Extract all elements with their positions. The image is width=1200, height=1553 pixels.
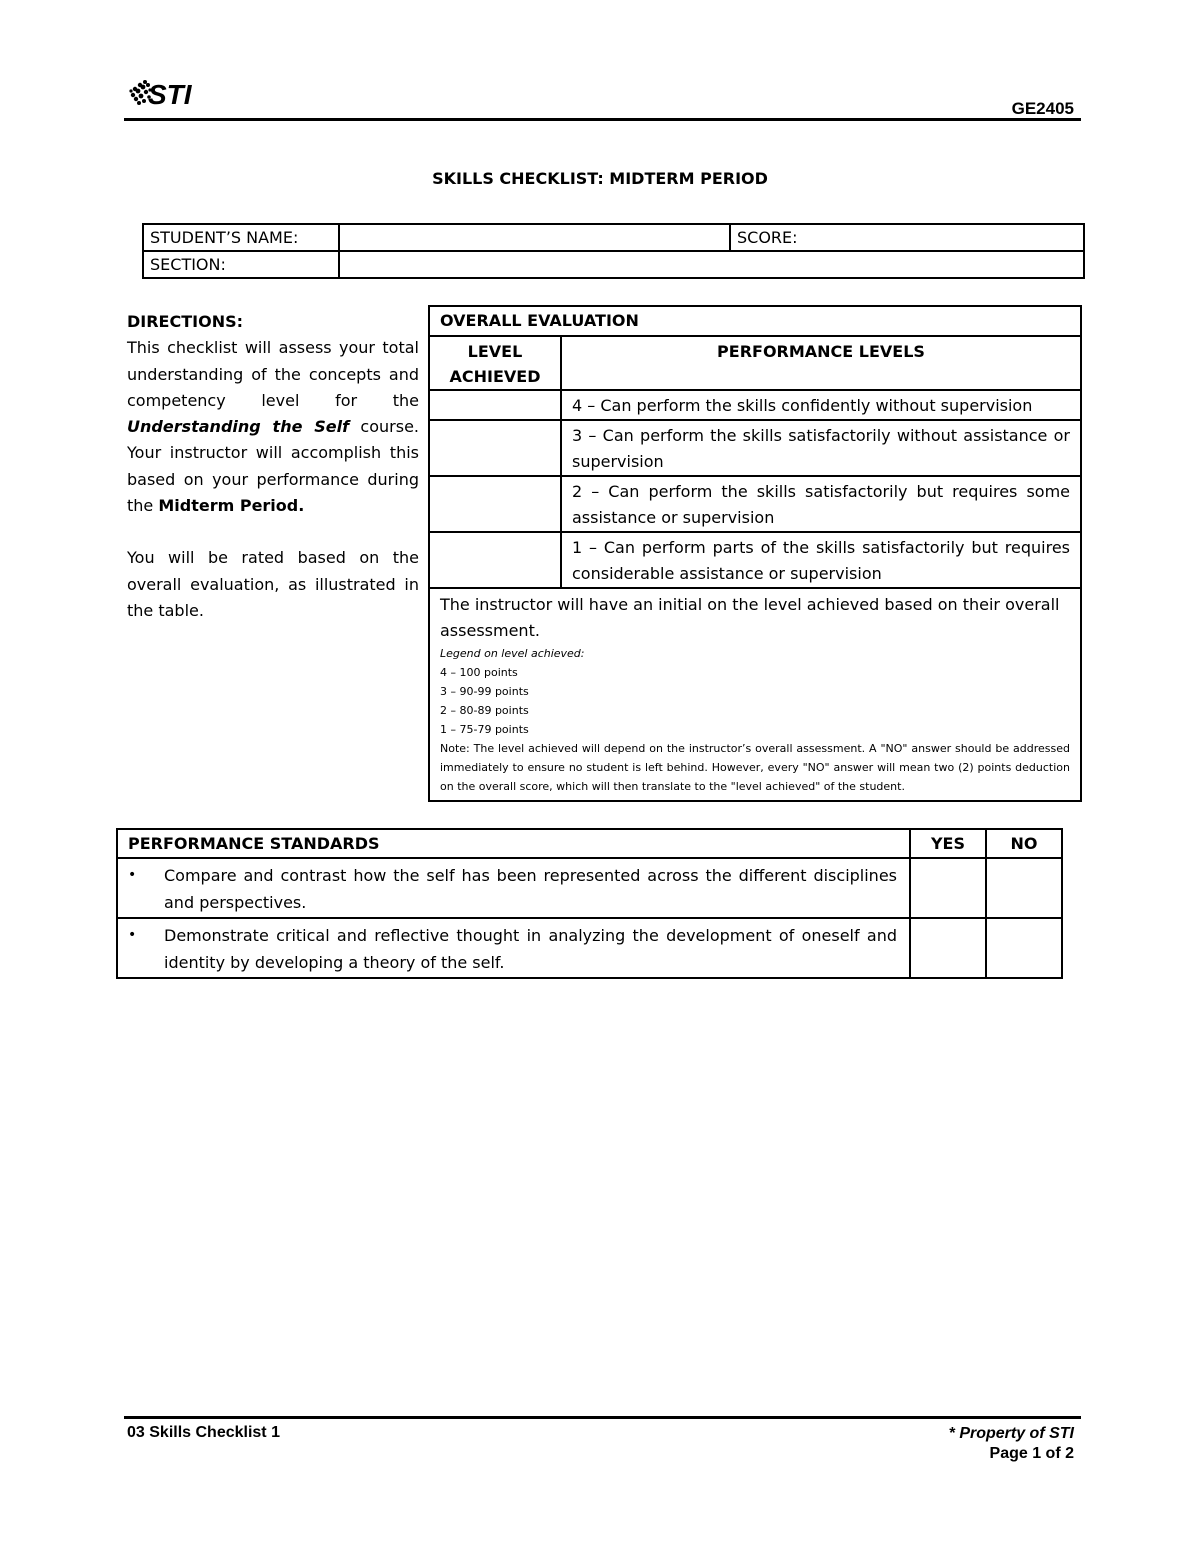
legend-item: 1 – 75-79 points [440,723,529,736]
deduction-note: Note: The level achieved will depend on the instructor’s overall assessment. A "NO" answer should be addressed immediately to ensure no student is left behind. However, every "NO" answer will mean two (2) points deduction on the overall score, which will then translate to the "level achieved" of the student. [440,742,1070,793]
no-column-header: NO [986,829,1062,858]
performance-level-2: 2 – Can perform the skills satisfactorily but requires some assistance or supervision [561,476,1081,532]
directions-paragraph-1: This checklist will assess your total understanding of the concepts and competency level for the Understanding the Self course. Your instructor will accomplish this based on your performance during the Midterm Period. [127,338,420,516]
section-field[interactable] [339,251,1084,278]
svg-text:STI: STI [148,79,192,110]
footer-right [860,1424,1074,1464]
performance-level-3: 3 – Can perform the skills satisfactorily without assistance or supervision [561,420,1081,476]
performance-level-4: 4 – Can perform the skills confidently without supervision [561,390,1081,420]
directions-heading: DIRECTIONS: [127,312,244,331]
level-achieved-header: LEVEL ACHIEVED [429,336,561,390]
student-info-table [142,223,1085,279]
yes-checkbox-cell[interactable] [910,918,986,978]
legend-item: 3 – 90-99 points [440,685,529,698]
directions [127,309,419,624]
section-label: SECTION: [143,251,339,278]
directions-paragraph-2: You will be rated based on the overall evaluation, as illustrated in the table. [127,548,419,620]
page-number: Page 1 of 2 [989,1445,1074,1462]
bullet-icon: • [128,927,137,943]
yes-column-header: YES [910,829,986,858]
standard-text: Compare and contrast how the self has been represented across the different disciplines and perspectives. [164,866,897,912]
instructor-note: The instructor will have an initial on the level achieved based on their overall assessment. [440,595,1060,640]
standard-item [117,858,910,918]
header-rule [124,118,1081,121]
level-achieved-cell-3[interactable] [429,420,561,476]
footer-rule [124,1416,1081,1419]
level-achieved-cell-1[interactable] [429,532,561,588]
level-achieved-cell-4[interactable] [429,390,561,420]
yes-checkbox-cell[interactable] [910,858,986,918]
evaluation-notes [429,588,1081,801]
legend-title: Legend on level achieved: [440,647,585,660]
legend-item: 4 – 100 points [440,666,518,679]
standard-item [117,918,910,978]
property-notice: * Property of STI [948,1425,1074,1442]
score-label-field[interactable] [730,224,1084,251]
standard-text: Demonstrate critical and reflective thought in analyzing the development of oneself and identity by developing a theory of the self. [164,926,897,972]
student-name-field[interactable] [339,224,730,251]
footer-document-name: 03 Skills Checklist 1 [127,1424,280,1441]
no-checkbox-cell[interactable] [986,918,1062,978]
sti-logo-mark [124,74,204,114]
page-title: SKILLS CHECKLIST: MIDTERM PERIOD [432,169,768,188]
student-name-label: STUDENT’S NAME: [143,224,339,251]
performance-level-1: 1 – Can perform parts of the skills satisfactorily but requires considerable assistance or supervision [561,532,1081,588]
no-checkbox-cell[interactable] [986,858,1062,918]
overall-evaluation-heading: OVERALL EVALUATION [429,306,1081,336]
performance-standards-table [116,828,1063,979]
course-name: Understanding the Self [127,417,350,437]
overall-evaluation-table [428,305,1082,802]
performance-levels-header: PERFORMANCE LEVELS [561,336,1081,390]
performance-standards-heading: PERFORMANCE STANDARDS [117,829,910,858]
period-name: Midterm Period. [158,496,305,516]
bullet-icon: • [128,867,137,883]
sti-logo [124,74,204,114]
document-code: GE2405 [1011,99,1074,118]
legend-item: 2 – 80-89 points [440,704,529,717]
level-achieved-cell-2[interactable] [429,476,561,532]
score-label: SCORE: [737,228,798,247]
